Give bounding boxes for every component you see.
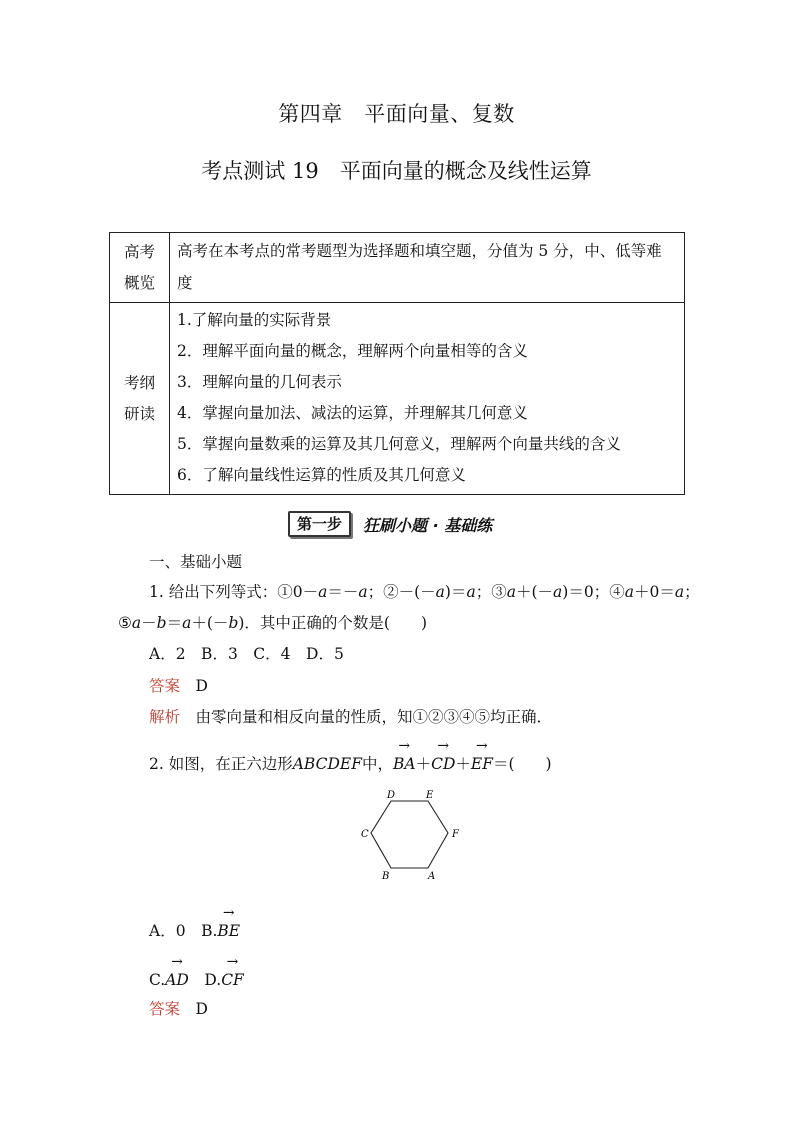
- hexagon-figure: [355, 788, 465, 880]
- vector-ad: → AD: [165, 971, 189, 989]
- answer-value: D: [195, 1000, 208, 1018]
- q2-options-cd: [149, 968, 244, 990]
- q2-answer: [149, 997, 208, 1019]
- answer-label: 答案: [149, 1000, 181, 1018]
- hex-label-e: E: [426, 790, 434, 801]
- hex-label-d: D: [387, 790, 396, 801]
- q1-var: a: [318, 583, 328, 601]
- answer-label: 答案: [149, 677, 181, 695]
- q2-options-ab: [149, 919, 240, 941]
- q1-var: a: [553, 583, 563, 601]
- q1-text: ；②－(－: [367, 583, 436, 601]
- hex-label-b: B: [382, 871, 390, 880]
- gaokao-text-line1: 高考在本考点的常考题型为选择题和填空题，分值为 5 分，中、低等难: [177, 242, 662, 260]
- answer-value: D: [195, 677, 208, 695]
- outline-row-gaokao: [110, 233, 685, 303]
- kaogang-label: [110, 303, 170, 495]
- q1-var: a: [131, 614, 142, 632]
- analysis-label: 解析: [149, 708, 181, 726]
- section-title: 考点测试 19 平面向量的概念及线性运算: [201, 159, 592, 183]
- q1-text: ；③: [475, 583, 507, 601]
- q2-text: 2. 如图，在正六边形: [149, 755, 293, 773]
- gaokao-label-line1: 高考: [123, 242, 155, 261]
- section-heading: 一、基础小题: [149, 553, 243, 571]
- q1-answer: [149, 674, 208, 696]
- kaogang-label-line2: 研读: [123, 404, 155, 423]
- q1-text: 1. 给出下列等式：①0－: [149, 583, 319, 601]
- kaogang-item: 4．掌握向量加法、减法的运算，并理解其几何意义: [177, 404, 528, 422]
- q2-stem: [149, 752, 552, 774]
- q1-var: a: [466, 583, 476, 601]
- q1-text: ；: [684, 583, 700, 601]
- analysis-text: 由零向量和相反向量的性质，知①②③④⑤均正确．: [195, 708, 553, 726]
- q1-text: )＝: [444, 583, 467, 601]
- q1-text: ⑤: [118, 614, 132, 632]
- vector-be: → BE: [217, 922, 240, 940]
- q2-text: ＋: [455, 755, 471, 773]
- kaogang-items: [170, 303, 685, 495]
- q1-line2: [118, 611, 427, 633]
- q1-text: ＝－: [327, 583, 359, 601]
- gaokao-text: [170, 233, 685, 303]
- q2-text: ＝( ): [492, 755, 552, 773]
- q1-var: b: [228, 614, 239, 632]
- q1-text: ＋(－: [515, 583, 554, 601]
- q1-var: a: [674, 583, 685, 601]
- gaokao-label-line2: 概览: [123, 273, 155, 292]
- q2-option-c: C.: [149, 971, 166, 989]
- step-banner: [288, 511, 492, 537]
- q2-option-a: A．0: [149, 922, 186, 940]
- q2-text: 中，: [361, 755, 393, 773]
- gaokao-text-line2: 度: [177, 274, 193, 292]
- q1-text: －: [141, 614, 157, 632]
- q1-var: a: [358, 583, 368, 601]
- vector-ef: → EF: [471, 755, 493, 773]
- q1-var: b: [156, 614, 167, 632]
- kaogang-item: 3．理解向量的几何表示: [177, 373, 342, 391]
- kaogang-item: 5．掌握向量数乘的运算及其几何意义，理解两个向量共线的含义: [177, 435, 621, 453]
- vector-ba: → BA: [393, 755, 416, 773]
- gaokao-label: [110, 233, 170, 303]
- vector-cf: → CF: [221, 971, 244, 989]
- hex-label-f: F: [452, 829, 459, 840]
- q1-var: a: [506, 583, 516, 601]
- hexagon-shape: [371, 801, 448, 868]
- kaogang-item: 6．了解向量线性运算的性质及其几何意义: [177, 466, 466, 484]
- q1-line1: [149, 580, 700, 602]
- q1-options: A．2 B．3 C．4 D．5: [149, 645, 344, 663]
- q2-option-d: D.: [204, 971, 222, 989]
- hex-label-a: A: [428, 871, 436, 880]
- q1-text: ＝: [166, 614, 183, 632]
- outline-table: [109, 232, 685, 495]
- q1-text: ＋(－: [191, 614, 229, 632]
- q1-var: a: [624, 583, 634, 601]
- kaogang-item: 1.了解向量的实际背景: [177, 311, 332, 329]
- q1-analysis: [149, 705, 552, 727]
- q2-hexagon-name: ABCDEF: [292, 755, 362, 773]
- q1-text: ＋0＝: [633, 583, 675, 601]
- outline-row-kaogang: [110, 303, 685, 495]
- kaogang-item: 2．理解平面向量的概念，理解两个向量相等的含义: [177, 342, 528, 360]
- q1-text: )．其中正确的个数是( ): [238, 614, 428, 632]
- step-badge: 第一步: [288, 511, 351, 537]
- q2-option-b: B.: [201, 922, 218, 940]
- step-title: 狂刷小题 · 基础练: [363, 515, 493, 535]
- kaogang-label-line1: 考纲: [123, 373, 155, 392]
- q1-var: a: [435, 583, 445, 601]
- hex-label-c: C: [361, 829, 369, 840]
- chapter-title: 第四章 平面向量、复数: [278, 102, 515, 126]
- vector-cd: → CD: [431, 755, 455, 773]
- q1-var: a: [182, 614, 192, 632]
- q2-text: ＋: [415, 755, 432, 773]
- q1-text: )＝0；④: [562, 583, 625, 601]
